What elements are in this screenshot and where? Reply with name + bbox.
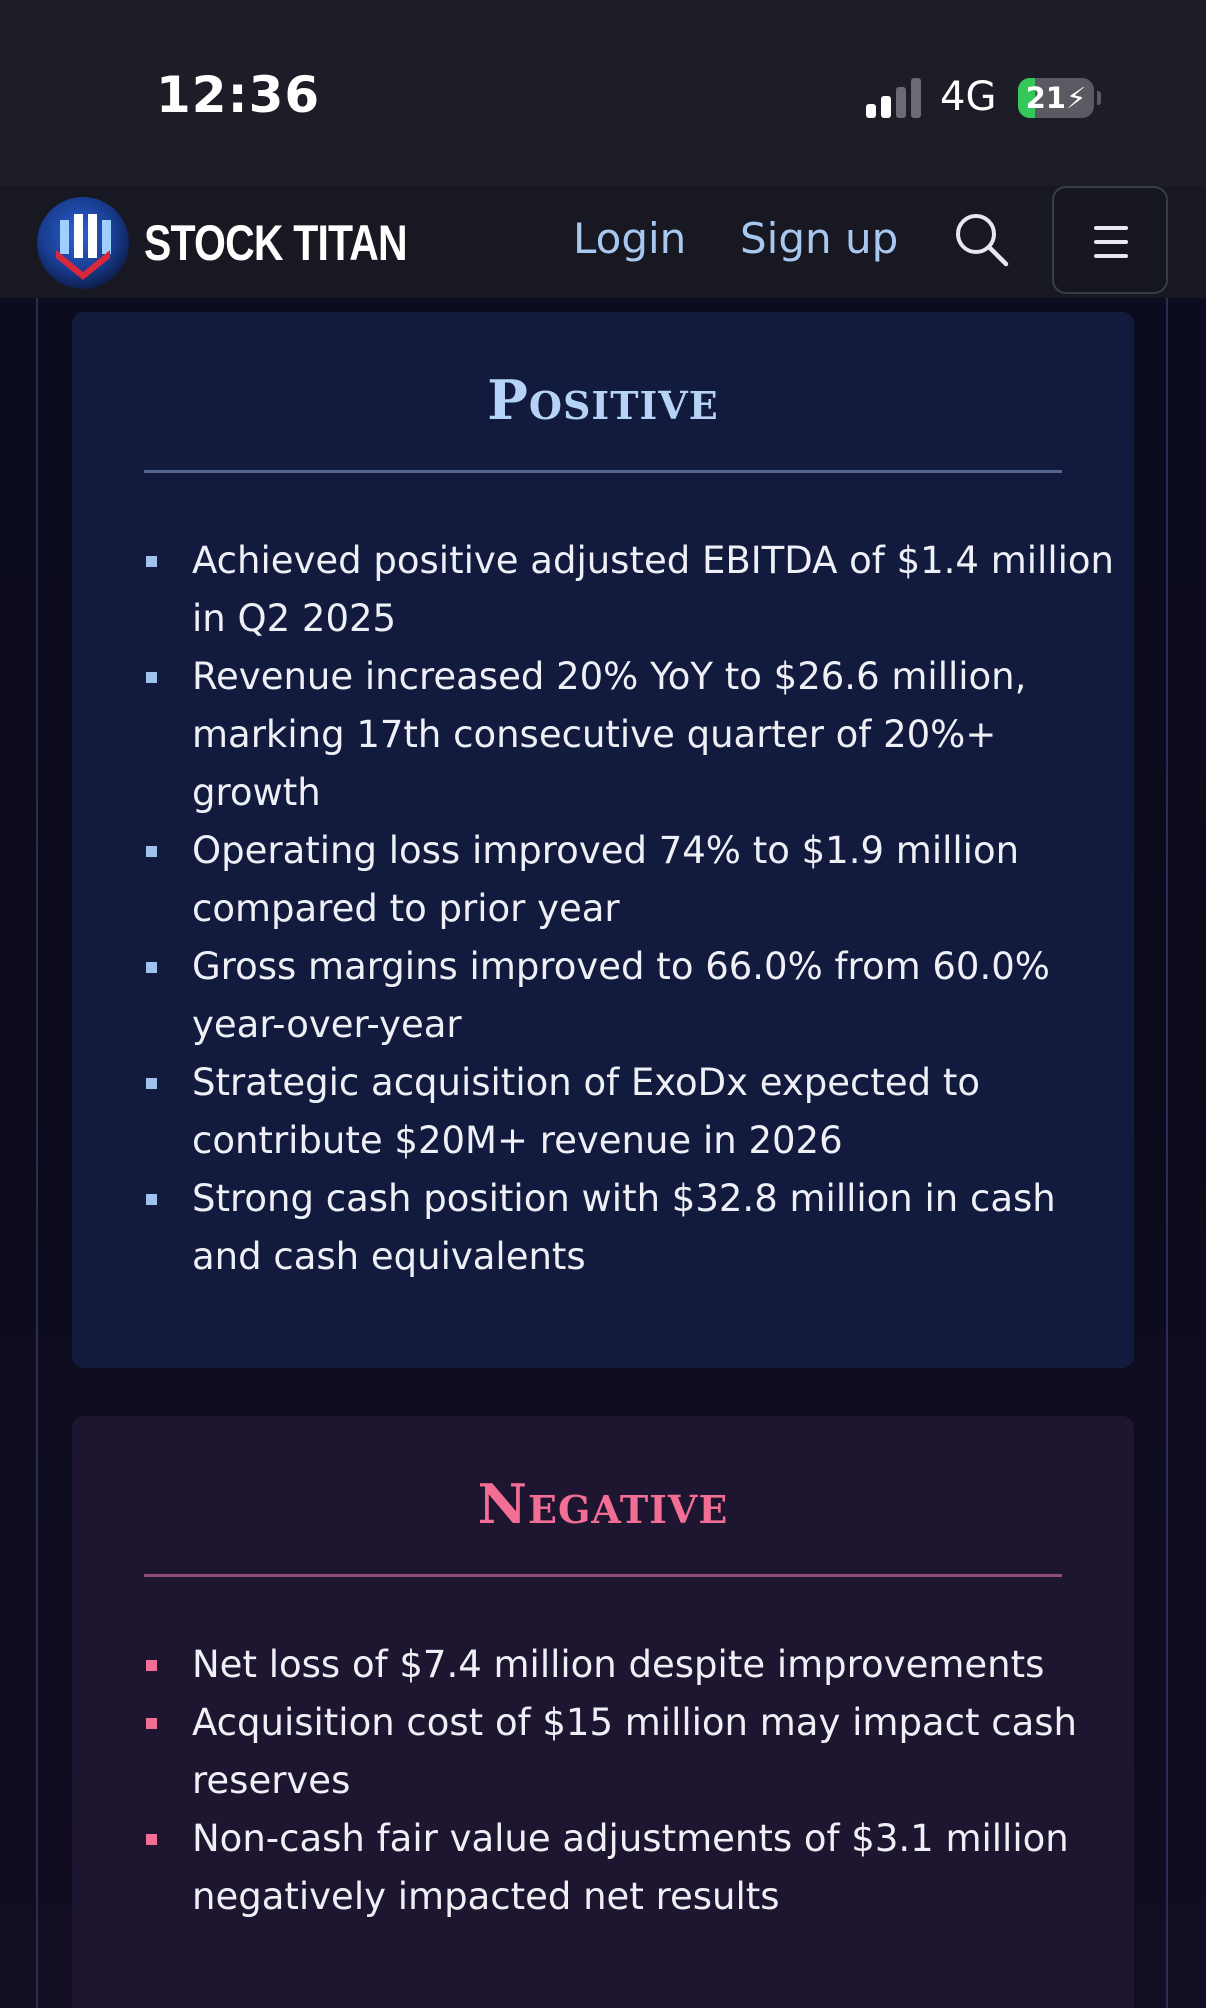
positive-divider [144, 470, 1062, 473]
status-bar [0, 0, 1206, 186]
positive-item [72, 1170, 1124, 1286]
positive-item-text: Achieved positive adjusted EBITDA of $1.4 million in Q2 2025 [192, 539, 1114, 640]
bullet-icon [146, 1718, 157, 1729]
positive-card [72, 312, 1134, 1368]
site-navbar [0, 186, 1206, 298]
positive-list [144, 532, 1124, 1286]
negative-item [72, 1636, 1124, 1694]
positive-heading: Positive [487, 368, 719, 432]
battery-icon: 21⚡ [1018, 78, 1094, 118]
battery-level: 21 [1025, 81, 1066, 115]
login-link[interactable]: Login [573, 214, 687, 263]
negative-item-text: Net loss of $7.4 million despite improvements [192, 1643, 1045, 1686]
negative-item [72, 1694, 1124, 1810]
network-type: 4G [940, 74, 997, 120]
bullet-icon [146, 1194, 157, 1205]
status-time: 12:36 [156, 66, 321, 124]
negative-card [72, 1416, 1134, 2008]
menu-button[interactable] [1052, 186, 1168, 294]
bullet-icon [146, 1078, 157, 1089]
signup-link[interactable]: Sign up [740, 214, 899, 263]
positive-item-text: Gross margins improved to 66.0% from 60.0% year-over-year [192, 945, 1050, 1046]
positive-item-text: Operating loss improved 74% to $1.9 million compared to prior year [192, 829, 1020, 930]
positive-item [72, 648, 1124, 822]
negative-divider [144, 1574, 1062, 1577]
cellular-signal-icon [866, 78, 922, 118]
battery-nub [1097, 91, 1101, 105]
positive-item [72, 938, 1124, 1054]
bullet-icon [146, 1660, 157, 1671]
negative-list [144, 1636, 1124, 1926]
bullet-icon [146, 846, 157, 857]
bullet-icon [146, 1834, 157, 1845]
hamburger-icon-bar [1094, 240, 1128, 244]
search-button[interactable] [952, 210, 1012, 270]
positive-item [72, 1054, 1124, 1170]
bullet-icon [146, 962, 157, 973]
brand-name[interactable]: STOCK TITAN [144, 215, 407, 271]
positive-item [72, 822, 1124, 938]
bullet-icon [146, 556, 157, 567]
positive-item-text: Revenue increased 20% YoY to $26.6 million, marking 17th consecutive quarter of 20%+ growth [192, 655, 1027, 814]
positive-item [72, 532, 1124, 648]
negative-item [72, 1810, 1124, 1926]
search-icon [952, 210, 1012, 270]
positive-item-text: Strategic acquisition of ExoDx expected to contribute $20M+ revenue in 2026 [192, 1061, 981, 1162]
hamburger-icon [1094, 226, 1128, 230]
negative-item-text: Acquisition cost of $15 million may impact cash reserves [192, 1701, 1077, 1802]
negative-heading: Negative [477, 1472, 729, 1536]
negative-item-text: Non-cash fair value adjustments of $3.1 million negatively impacted net results [192, 1817, 1069, 1918]
positive-item-text: Strong cash position with $32.8 million in cash and cash equivalents [192, 1177, 1056, 1278]
stock-titan-logo-icon[interactable] [36, 196, 130, 290]
hamburger-icon-bar [1094, 254, 1128, 258]
bullet-icon [146, 672, 157, 683]
